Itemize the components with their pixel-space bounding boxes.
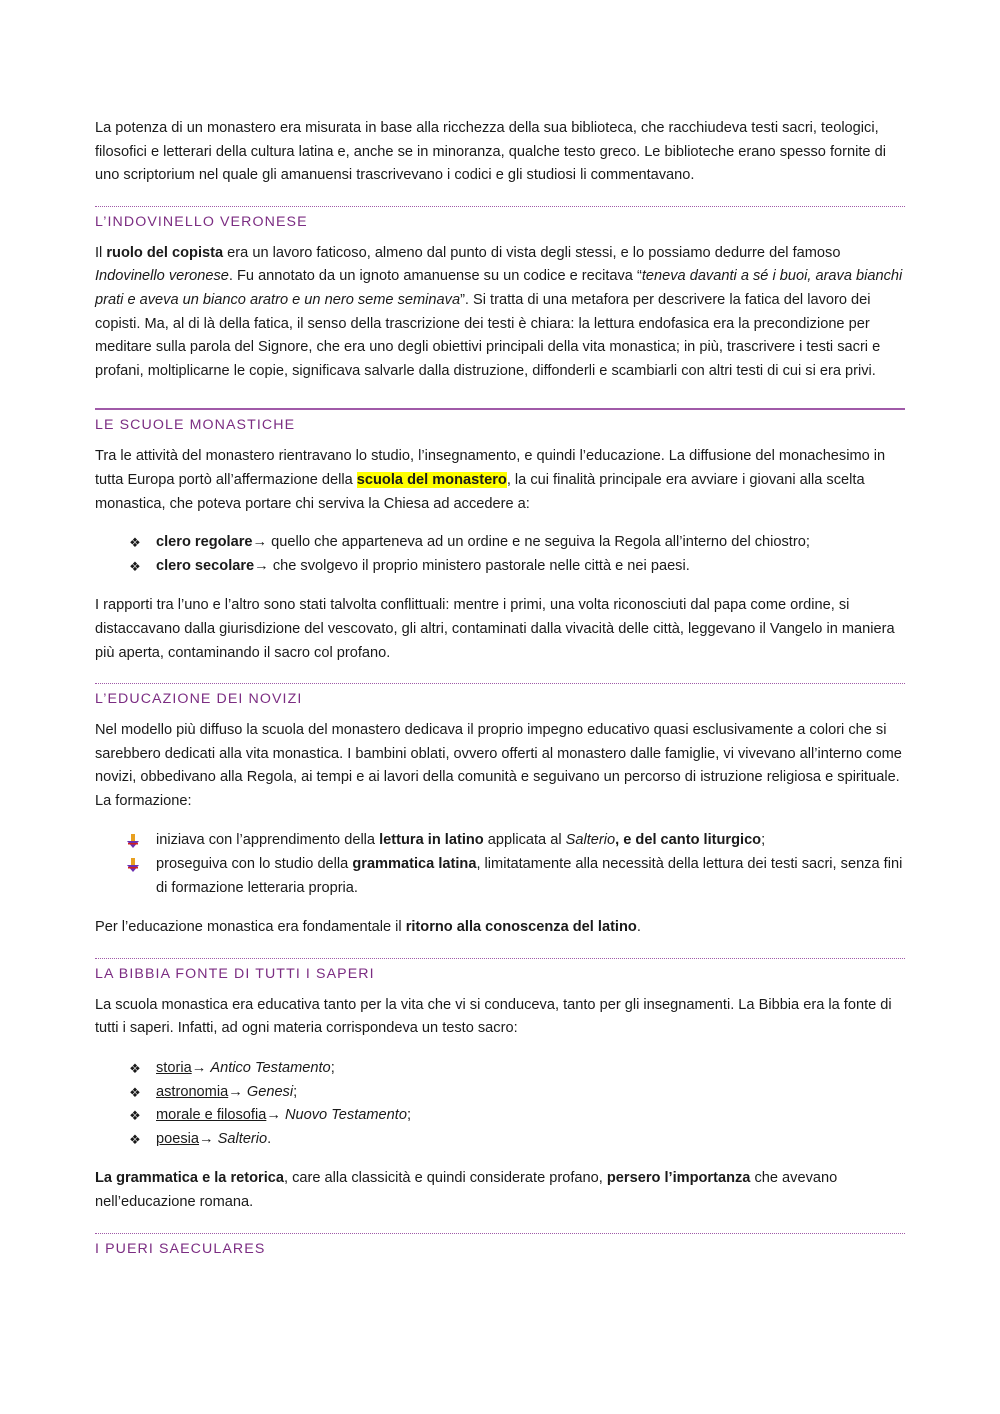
materie-list — [95, 1057, 905, 1151]
bold-term: ritorno alla conoscenza del latino — [405, 919, 637, 936]
section-divider — [95, 1233, 905, 1234]
scuole-paragraph — [95, 445, 905, 516]
diamond-bullet-icon: ❖ — [129, 1084, 141, 1100]
subject-label: astronomia — [156, 1083, 229, 1100]
diamond-bullet-icon: ❖ — [129, 535, 141, 551]
text-run: Tra le attività del monastero rientravano lo studio, l’insegnamento, e quindi l’educazione. La diffusione del monachesimo in tutta Europa portò all’affermazione della — [95, 448, 886, 488]
list-item — [95, 1057, 905, 1081]
diamond-bullet-icon: ❖ — [129, 558, 141, 574]
italic-title: Salterio — [565, 832, 616, 849]
bibbia-paragraph: La scuola monastica era educativa tanto per la vita che vi si conduceva, tanto per gli insegnamenti. La Bibbia era la fonte di tutti i saperi. Infatti, ad ogni materia corrispondeva un testo sacro: — [95, 996, 892, 1037]
diamond-bullet-icon: ❖ — [129, 1108, 141, 1124]
list-item — [95, 531, 905, 555]
subject-label: poesia — [156, 1130, 200, 1147]
text-run: applicata al — [483, 832, 566, 849]
text-run: Il — [95, 244, 107, 261]
arrow-icon: → — [252, 534, 268, 551]
text-run: ; — [406, 1107, 412, 1124]
bold-term: grammatica latina — [352, 856, 477, 873]
bold-term: La grammatica e la retorica — [95, 1170, 284, 1187]
bold-term: , e del canto liturgico — [615, 832, 762, 849]
section-bibbia — [95, 958, 905, 1215]
arrow-icon: → — [199, 1130, 218, 1147]
list-item — [95, 555, 905, 579]
italic-quote: teneva davanti a sé i buoi, arava bianchi prati e aveva un bianco aratro e un nero seme seminava — [95, 268, 903, 308]
book-title: Antico Testamento — [210, 1060, 331, 1077]
diamond-bullet-icon: ❖ — [129, 1131, 141, 1147]
text-run: che svolgevo il proprio ministero pastorale nelle città e nei paesi. — [268, 557, 690, 574]
section-educazione-novizi — [95, 683, 905, 940]
italic-title: Indovinello veronese — [95, 268, 229, 285]
bold-term: lettura in latino — [379, 832, 484, 849]
section-heading: L’INDOVINELLO VERONESE — [95, 213, 308, 230]
section-divider — [95, 408, 905, 410]
diamond-bullet-icon: ❖ — [129, 1061, 141, 1077]
intro-paragraph: La potenza di un monastero era misurata in base alla ricchezza della sua biblioteca, che racchiudeva testi sacri, teologici, filosofici e letterari della cultura latina e, anche se in minoranza, qualche testo greco. Le biblioteche erano spesso fornite di uno scriptorium nel quale gli amanuensi trascrivevano i codici e gli studiosi li commentavano. — [95, 120, 886, 184]
book-title: Nuovo Testamento — [284, 1107, 407, 1124]
section-heading: I PUERI SAECULARES — [95, 1240, 266, 1257]
latino-paragraph — [95, 916, 905, 940]
formazione-list — [95, 829, 905, 900]
copista-paragraph — [95, 242, 905, 384]
bold-term: persero l’importanza — [606, 1170, 751, 1187]
subject-label: morale e filosofia — [156, 1107, 267, 1124]
bold-term: clero secolare — [156, 557, 255, 574]
list-item — [95, 1104, 905, 1128]
text-run: , care alla classicità e quindi considerate profano, — [284, 1170, 607, 1187]
book-title: Genesi — [246, 1083, 294, 1100]
list-item — [95, 853, 905, 900]
section-divider — [95, 958, 905, 959]
bold-term: ruolo del copista — [106, 244, 224, 261]
section-divider — [95, 206, 905, 207]
text-run: era un lavoro faticoso, almeno dal punto di vista degli stessi, e lo possiamo dedurre del famoso — [223, 244, 841, 261]
subject-label: storia — [156, 1060, 192, 1077]
text-run: , limitatamente alla necessità della lettura dei testi sacri, senza fini di formazione letteraria propria. — [156, 856, 903, 896]
text-run: iniziava con l’apprendimento della — [156, 832, 380, 849]
list-item — [95, 829, 905, 853]
text-run: ”. Si tratta di una metafora per descrivere la fatica del lavoro dei copisti. Ma, al di là della fatica, il senso della trascrizione dei testi è chiara: la lettura endofasica era la precondizione per meditare sulla parola del Signore, che era uno degli obiettivi principali della vita monastica; in più, trascrivere i testi sacri e profani, moltiplicarne le copie, significava salvarle dalla distruzione, diffonderli e scambiarli con altri testi di cui si era privi. — [95, 291, 881, 379]
text-run: che avevano nell’educazione romana. — [95, 1170, 838, 1210]
section-heading: LE SCUOLE MONASTICHE — [95, 417, 296, 434]
text-run: ; — [293, 1083, 298, 1100]
arrow-icon: → — [254, 557, 269, 574]
book-title: Salterio — [217, 1130, 268, 1147]
novizi-paragraph: Nel modello più diffuso la scuola del monastero dedicava il proprio impegno educativo quasi esclusivamente a colori che si sarebbero dedicati alla vita monastica. I bambini oblati, ovvero offerti al monastero dalle famiglie, vi vivevano all’interno come novizi, obbedivano alla Regola, ai tempi e ai lavori della comunità e seguivano un percorso di istruzione religiosa e spirituale. La formazione: — [95, 722, 902, 809]
text-run: . — [636, 919, 641, 936]
list-item — [95, 1128, 905, 1152]
document-content — [95, 117, 905, 1269]
section-scuole-monastiche — [95, 408, 905, 665]
text-run: . Fu annotato da un ignoto amanuense su un codice e recitava “ — [228, 268, 642, 285]
text-run: , la cui finalità principale era avviare i giovani alla scelta monastica, che poteva portare chi serviva la Chiesa ad accedere a: — [95, 471, 865, 512]
text-run: Per l’educazione monastica era fondamentale il — [95, 919, 406, 936]
text-run: ; — [330, 1060, 335, 1077]
section-heading: L’EDUCAZIONE DEI NOVIZI — [95, 691, 303, 708]
arrow-icon: → — [266, 1107, 285, 1124]
arrow-icon: → — [191, 1060, 211, 1077]
text-run: proseguiva con lo studio della — [156, 856, 353, 873]
clero-list — [95, 531, 905, 578]
text-run: ; — [761, 832, 766, 849]
section-pueri-saeculares — [95, 1233, 905, 1259]
highlighted-term: scuola del monastero — [356, 471, 507, 488]
text-run: quello che apparteneva ad un ordine e ne seguiva la Regola all’interno del chiostro; — [267, 534, 810, 551]
list-item — [95, 1081, 905, 1105]
arrow-down-bullet-icon — [127, 858, 139, 872]
section-divider — [95, 683, 905, 684]
bold-term: clero regolare — [156, 534, 253, 551]
section-indovinello — [95, 206, 905, 384]
grammatica-paragraph — [95, 1167, 905, 1214]
text-run: . — [267, 1130, 272, 1147]
section-heading: LA BIBBIA FONTE DI TUTTI I SAPERI — [95, 965, 375, 982]
arrow-icon: → — [228, 1083, 247, 1100]
rapporti-paragraph: I rapporti tra l’uno e l’altro sono stati talvolta conflittuali: mentre i primi, una volta riconosciuti dal papa come ordine, si distaccavano dalla giurisdizione del vescovato, gli altri, contaminati dalla vivacità delle città, leggevano il Vangelo in maniera più aperta, contaminando il sacro col profano. — [95, 597, 895, 661]
arrow-down-bullet-icon — [127, 834, 139, 848]
